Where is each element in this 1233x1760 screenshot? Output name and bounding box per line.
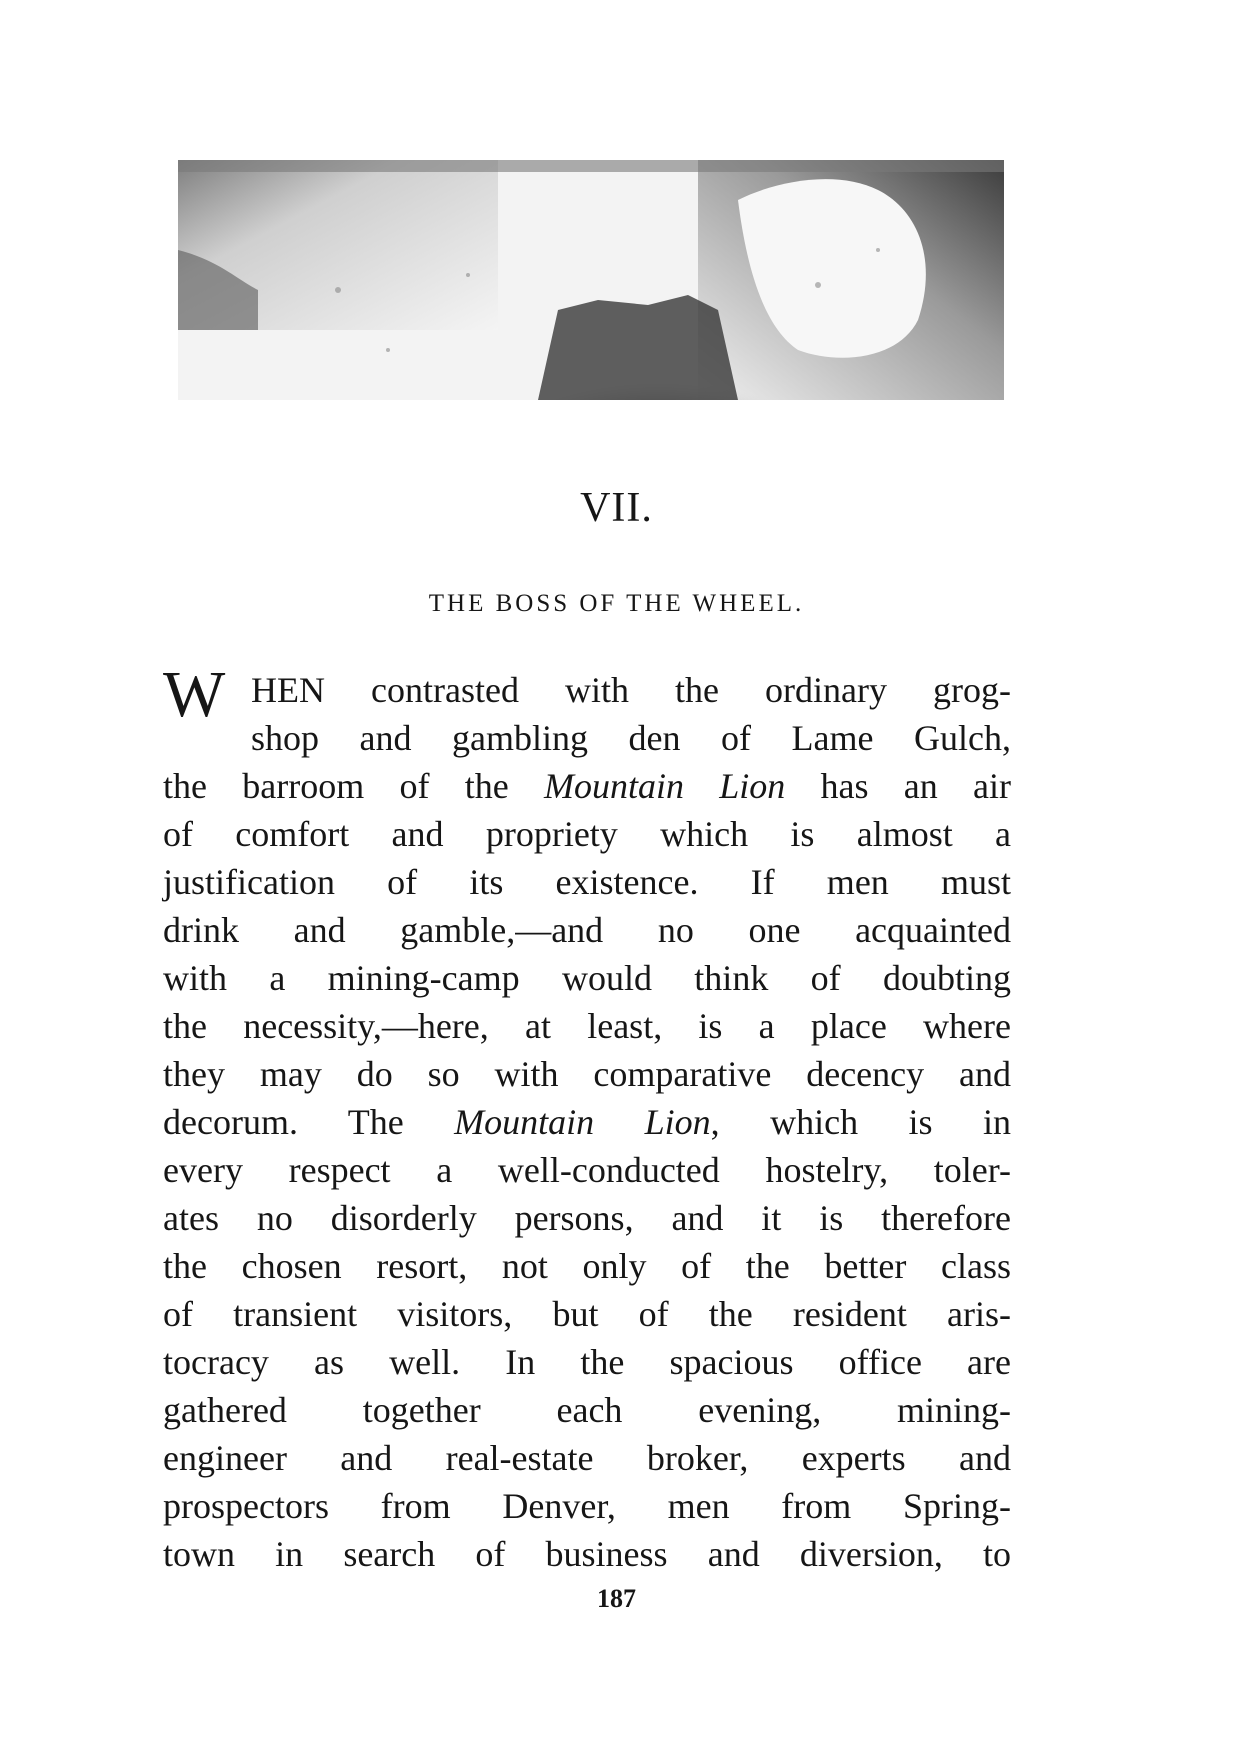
italic-hotel-name: Mountain Lion <box>543 766 786 806</box>
line-text: with a mining-camp would think of doubting <box>163 958 1011 998</box>
text-line <box>163 1194 1011 1242</box>
text-line <box>163 1338 1011 1386</box>
chapter-title: THE BOSS OF THE WHEEL. <box>428 590 805 617</box>
text-line <box>163 1002 1011 1050</box>
chapter-number: VII. <box>580 485 653 531</box>
text-line <box>163 1530 1011 1578</box>
line-text: engineer and real-estate broker, experts and <box>163 1438 1011 1478</box>
text-line <box>163 1290 1011 1338</box>
text-line <box>163 1146 1011 1194</box>
line-text: tocracy as well. In the spacious office are <box>163 1342 1011 1382</box>
text-line <box>163 1482 1011 1530</box>
line-text: justification of its existence. If men must <box>163 862 1011 902</box>
line-text: , which is in <box>710 1102 1011 1142</box>
text-line <box>163 858 1011 906</box>
text-line <box>163 762 1011 810</box>
text-line <box>163 1050 1011 1098</box>
line-text: they may do so with comparative decency and <box>163 1054 1011 1094</box>
page-number: 187 <box>597 1584 636 1613</box>
line-text: has an air <box>785 766 1012 806</box>
line-text: ates no disorderly persons, and it is therefore <box>163 1198 1011 1238</box>
text-line <box>163 714 1011 762</box>
italic-hotel-name: Mountain Lion <box>454 1102 711 1142</box>
text-line <box>163 1434 1011 1482</box>
body-text <box>163 658 1012 1578</box>
line-text: prospectors from Denver, men from Spring- <box>163 1486 1011 1526</box>
line-text: gathered together each evening, mining- <box>163 1390 1011 1430</box>
line-text: of transient visitors, but of the resident aris- <box>163 1294 1011 1334</box>
line-text: HEN contrasted with the ordinary grog- <box>251 670 1011 710</box>
line-text: decorum. The <box>163 1102 455 1142</box>
line-text: the necessity,—here, at least, is a place where <box>163 1006 1011 1046</box>
text-line <box>163 810 1011 858</box>
drop-cap: W <box>163 658 226 731</box>
line-text: town in search of business and diversion, to <box>163 1534 1011 1574</box>
illustration-image <box>178 160 1004 400</box>
line-text: the barroom of the <box>163 766 544 806</box>
line-text: every respect a well-conducted hostelry, toler- <box>163 1150 1011 1190</box>
text-line <box>163 1386 1011 1434</box>
line-text: of comfort and propriety which is almost a <box>163 814 1011 854</box>
line-text: drink and gamble,—and no one acquainted <box>163 910 1011 950</box>
text-line <box>163 658 1011 731</box>
text-line <box>163 906 1011 954</box>
chapter-header-illustration <box>178 160 1004 400</box>
text-line <box>163 1242 1011 1290</box>
text-line <box>163 1098 1011 1146</box>
line-text: the chosen resort, not only of the better class <box>163 1246 1011 1286</box>
line-text: shop and gambling den of Lame Gulch, <box>251 718 1011 758</box>
text-line <box>163 954 1011 1002</box>
